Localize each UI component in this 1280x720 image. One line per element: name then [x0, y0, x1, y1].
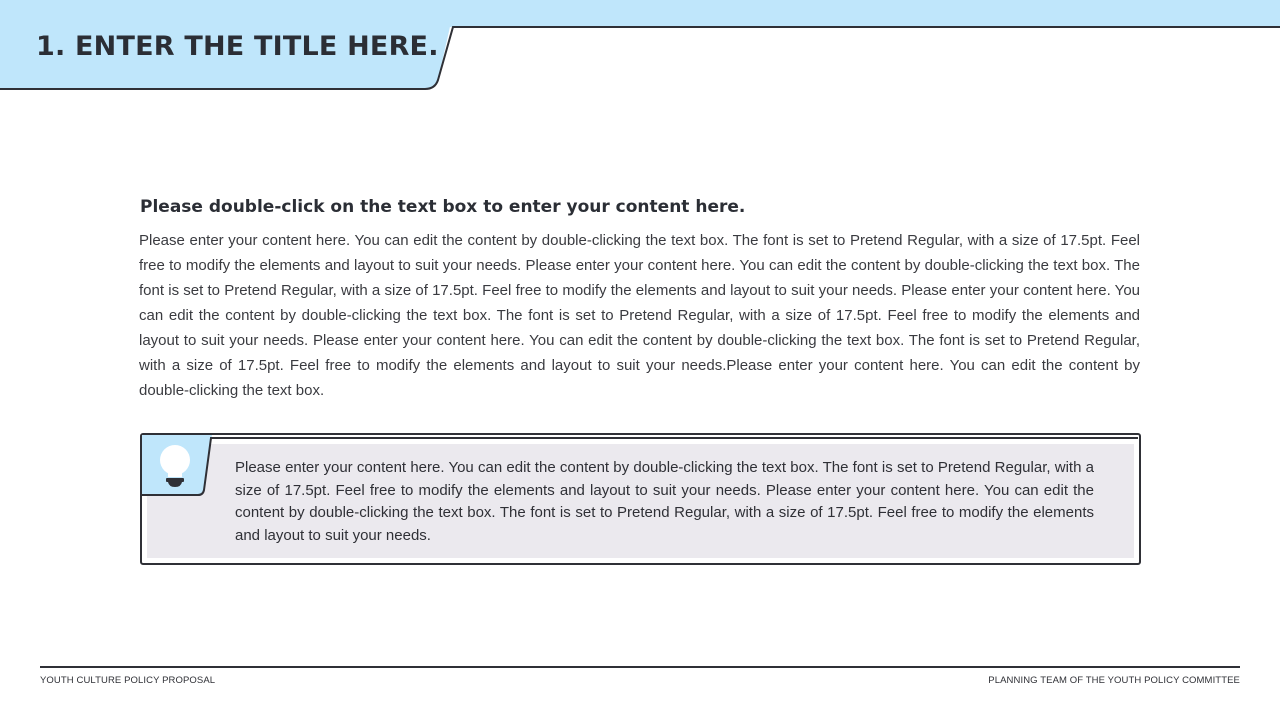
- footer-divider: [40, 666, 1240, 668]
- footer-right-label: PLANNING TEAM OF THE YOUTH POLICY COMMITTEE: [988, 675, 1240, 686]
- footer-left-label: YOUTH CULTURE POLICY PROPOSAL: [40, 675, 216, 686]
- page-title[interactable]: 1. ENTER THE TITLE HERE.: [36, 31, 439, 62]
- note-box[interactable]: [140, 433, 1141, 565]
- content-heading[interactable]: Please double-click on the text box to enter your content here.: [140, 197, 746, 217]
- note-text[interactable]: Please enter your content here. You can edit the content by double-clicking the text box. The font is set to Pretend Regular, with a size of 17.5pt. Feel free to modify the elements and layout to suit your needs. Please enter your content here. You can edit the content by double-clicking the text box. The font is set to Pretend Regular, with a size of 17.5pt. Feel free to modify the elements and layout to suit your needs.: [235, 459, 1094, 544]
- content-body[interactable]: Please enter your content here. You can edit the content by double-clicking the text box. The font is set to Pretend Regular, with a size of 17.5pt. Feel free to modify the elements and layout to suit your needs. Please enter your content here. You can edit the content by double-clicking the text box. The font is set to Pretend Regular, with a size of 17.5pt. Feel free to modify the elements and layout to suit your needs. Please enter your content here. You can edit the content by double-clicking the text box. The font is set to Pretend Regular, with a size of 17.5pt. Feel free to modify the elements and layout to suit your needs. Please enter your content here. You can edit the content by double-clicking the text box. The font is set to Pretend Regular, with a size of 17.5pt. Feel free to modify the elements and layout to suit your needs.Please enter your content here. You can edit the content by double-clicking the text box.: [139, 232, 1140, 399]
- lightbulb-icon: [156, 443, 194, 489]
